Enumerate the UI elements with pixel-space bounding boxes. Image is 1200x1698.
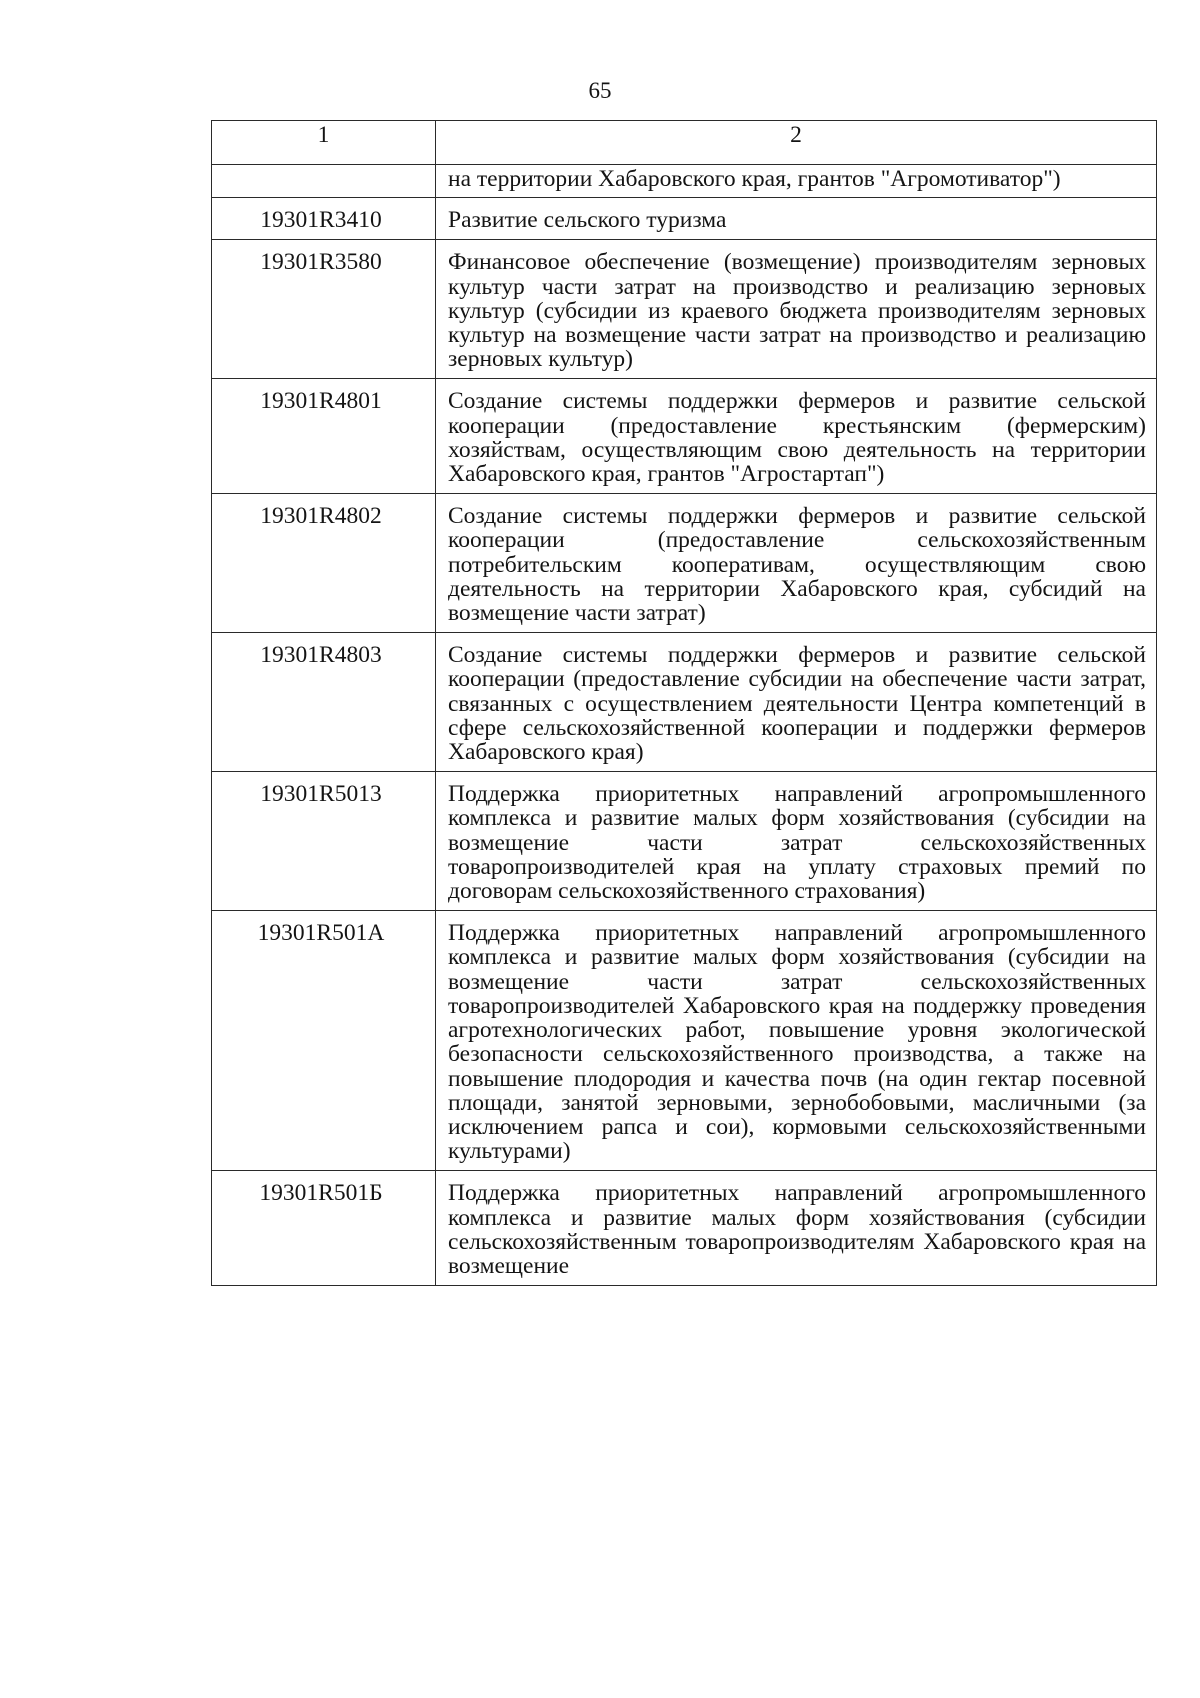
page-number: 65 [588, 78, 612, 103]
row-description: Создание системы поддержки фермеров и развитие сельской кооперации (предоставление субсидии на обеспечение части затрат, связанных с осуществлением деятельности Центра компетенций в сфере сельскохозяйственной кооперации и поддержки фермеров Хабаровского края) [436, 633, 1157, 772]
row-code [212, 165, 436, 198]
table-header-row [212, 121, 1157, 165]
row-code: 19301R3410 [212, 198, 436, 240]
table-row [212, 240, 1157, 379]
column-header-1: 1 [212, 121, 436, 165]
row-code: 19301R501A [212, 911, 436, 1171]
column-header-2: 2 [436, 121, 1157, 165]
table-row [212, 911, 1157, 1171]
row-description: на территории Хабаровского края, грантов "Агромотиватор") [436, 165, 1157, 198]
table-row [212, 633, 1157, 772]
row-description: Поддержка приоритетных направлений агропромышленного комплекса и развитие малых форм хозяйствования (субсидии на возмещение части затрат сельскохозяйственных товаропроизводителей Хабаровского края на поддержку проведения агротехнологических работ, повышение уровня экологической безопасности сельскохозяйственного производства, а также на повышение плодородия и качества почв (на один гектар посевной площади, занятой зерновыми, зернобобовыми, масличными (за исключением рапса и сои), кормовыми сельскохозяйственными культурами) [436, 911, 1157, 1171]
row-code: 19301R4802 [212, 494, 436, 633]
row-description: Создание системы поддержки фермеров и развитие сельской кооперации (предоставление крестьянским (фермерским) хозяйствам, осуществляющим свою деятельность на территории Хабаровского края, грантов "Агростартап") [436, 379, 1157, 494]
row-code: 19301R501Б [212, 1171, 436, 1286]
row-description: Создание системы поддержки фермеров и развитие сельской кооперации (предоставление сельскохозяйственным потребительским кооперативам, осуществляющим свою деятельность на территории Хабаровского края, субсидий на возмещение части затрат) [436, 494, 1157, 633]
table-row [212, 494, 1157, 633]
table-row [212, 1171, 1157, 1286]
row-description: Поддержка приоритетных направлений агропромышленного комплекса и развитие малых форм хозяйствования (субсидии на возмещение части затрат сельскохозяйственных товаропроизводителей края на уплату страховых премий по договорам сельскохозяйственного страхования) [436, 772, 1157, 911]
table-row [212, 379, 1157, 494]
row-code: 19301R5013 [212, 772, 436, 911]
row-code: 19301R4803 [212, 633, 436, 772]
row-code: 19301R4801 [212, 379, 436, 494]
row-description: Финансовое обеспечение (возмещение) производителям зерновых культур части затрат на производство и реализацию зерновых культур (субсидии из краевого бюджета производителям зерновых культур на возмещение части затрат на производство и реализацию зерновых культур) [436, 240, 1157, 379]
table-row [212, 772, 1157, 911]
table-row [212, 198, 1157, 240]
budget-classification-table [211, 120, 1157, 1286]
table-row-continuation [212, 165, 1157, 198]
row-description: Поддержка приоритетных направлений агропромышленного комплекса и развитие малых форм хозяйствования (субсидии сельскохозяйственным товаропроизводителям Хабаровского края на возмещение [436, 1171, 1157, 1286]
row-code: 19301R3580 [212, 240, 436, 379]
row-description: Развитие сельского туризма [436, 198, 1157, 240]
